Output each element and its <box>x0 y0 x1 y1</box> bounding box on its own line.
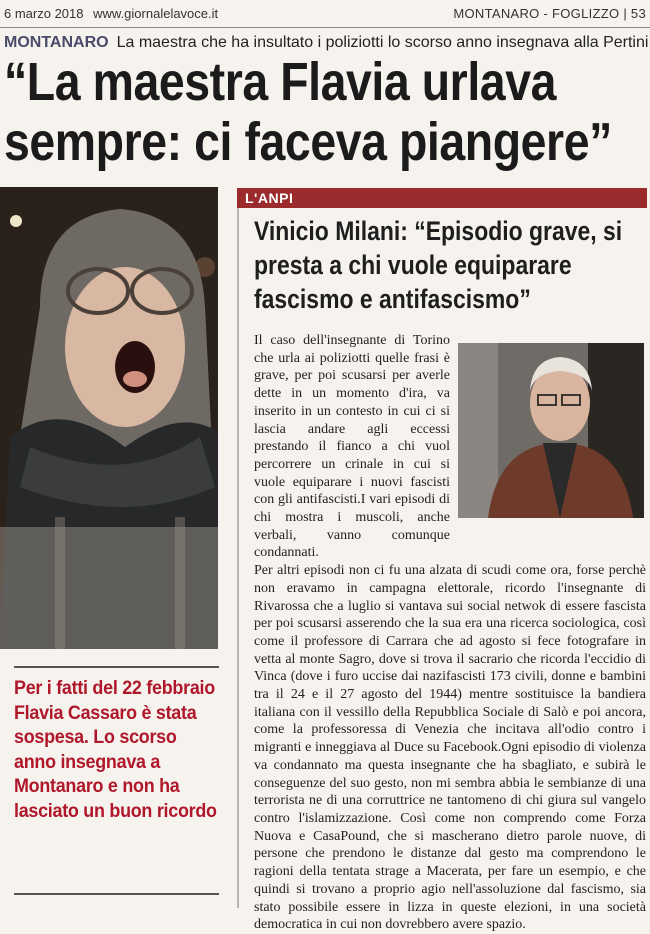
article-paragraph-1: Il caso dell'insegnante di Torino che urla ai poliziotti quelle frasi è grave, per poi scusarsi per averle dette in un momento d'ira, va inserito in un contesto in cui ci si lascia andare agli eccessi prestando il fianco a chi vuol percorrere un crinale in cui si vuole equiparare i nuovi fascisti con gli antifascisti.I vari episodi di chi mostra i muscoli, anche verbali, vanno comunque condannati. <box>254 333 450 561</box>
kicker-text: La maestra che ha insultato i poliziotti lo scorso anno insegnava alla Pertini <box>116 34 649 51</box>
page-header <box>0 0 650 28</box>
article-body <box>254 332 646 934</box>
website-link[interactable]: www.giornalelavoce.it <box>93 6 219 21</box>
headline: “La maestra Flavia urlava sempre: ci faceva piangere” <box>4 52 612 172</box>
header-left <box>4 6 218 21</box>
article-subhead: Vinicio Milani: “Episodio grave, si presta a chi vuole equiparare fascismo e antifascismo” <box>254 216 623 314</box>
photo-caption <box>14 666 219 894</box>
kicker <box>4 34 649 52</box>
section-label: MONTANARO - FOGLIZZO | 53 <box>453 6 646 21</box>
kicker-location: MONTANARO <box>4 34 109 51</box>
protester-photo <box>0 187 218 649</box>
caption-text: Per i fatti del 22 febbraio Flavia Cassaro è stata sospesa. Lo scorso anno insegnava a Montanaro e non ha lasciato un buon ricordo <box>14 677 217 822</box>
column-divider <box>237 208 239 908</box>
issue-date: 6 marzo 2018 <box>4 6 84 21</box>
section-tag: L'ANPI <box>237 188 647 208</box>
article-paragraph-2: Per altri episodi non ci fu una alzata di scudi come ora, forse perchè non eravamo in campagna elettorale, ricordo l'insegnante di Rivarossa che a luglio si vantava sui social netwok di essere fascista per poi scusarsi asserendo che la sua era una ricerca sociologica, così come il professore di Carrara che ad agosto si fece fotografare in vetta al monte Sagro, dove si trova il sacrario che ricorda l'eccidio di Vinca (dove i furo uccise dai nazifascisti 173 civili, donne e bambini tra il 24 e il 27 agosto del 1944) mentre sostituisce la bandiera italiana con il vessillo della Repubblica Sociale di Salò e poi ancora, come la professoressa di Venezia che incitava all'odio contro i migranti e inneggiava al Duce su Facebook.Ogni episodio di violenza va condannato ma questa insegnante che ha sbagliato, e subirà le conseguenze del suo gesto, non mi sembra abbia le sembianze di una terrorista ne di una corruttrice ne tantomeno di chi giura sul vangelo contro l'islamizzazione. Così come non comprendo come Forza Nuova e CasaPound, che si mascherano dietro parole nuove, di persone che prendono le distanze dal gesto ma comprendono le ragioni della tentata strage a Macerata, per fare un esempio, e che quindi si trovano a proprio agio nell'assoluzione dal fascismo, sia stato possibile essere in lizza in queste elezioni, in una società democratica in cui non dovrebbero avere spazio. <box>254 563 646 933</box>
caption-rule <box>14 893 219 895</box>
